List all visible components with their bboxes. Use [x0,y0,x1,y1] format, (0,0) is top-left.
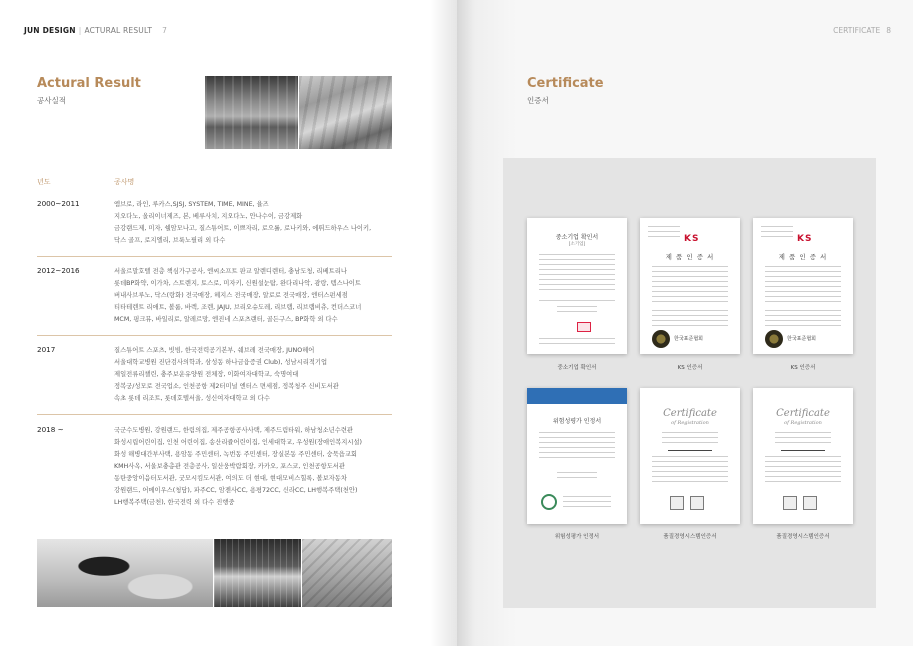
cert-text-lines [539,254,615,294]
cert-text-lines [652,456,728,486]
project-line: 강원랜드, 어메이우스(청담), 파주CC, 암젠사CC, 용평72CC, 신라CC, LH행복주택(천안) [114,487,358,494]
certificate-sme[interactable] [527,218,627,354]
cert-caption: 품질경영시스템인증서 [776,534,830,540]
project-line: 동탄중앙이음터도서관, 굿모시킴도서관, 여의도 더 현대, 현대모비스힐록, 볼보자동차 [114,475,347,482]
project-line: 금강랜드제, 미자, 쉘암모나고, 질스튜어트, 이쁘자리, 로으롤, 로나키와, 에뛰드하우스 나이키, [114,225,372,232]
cert-text-lines [662,432,718,446]
project-line: 정복궁/성모로 전국업소, 인천공항 제2터미널 엔터스 면세점, 정복청주 신비도서관 [114,383,339,390]
interior-photo-tables [299,76,392,149]
gold-seal-icon [765,330,783,348]
agency-seal-icon [541,494,557,510]
cert-caption: 품질경영시스템인증서 [663,534,717,540]
page-subtitle: 인증서 [527,96,549,105]
accreditation-mark-icon [803,496,817,510]
cert-subtitle: [소기업] [568,242,586,247]
row-year: 2017 [37,345,56,354]
running-head-separator: | [78,26,82,35]
cert-caption: KS 인증서 [677,365,703,371]
cert-text-lines [765,266,841,302]
project-line: KMH사옥, 서울보충총관 전층공사, 일산웅박람회장, 카카오, 포스코, 인천공항도서관 [114,463,345,470]
cert-issuer: 한국표준협회 [787,336,816,342]
cert-title: 제 품 인 증 서 [778,253,828,261]
brand-name: JUN DESIGN [24,26,76,35]
cert-title: 위험성평가 인정서 [552,418,602,425]
cert-title: 중소기업 확인서 [555,234,599,241]
table-header-year: 년도 [37,178,51,186]
certificate-ks[interactable] [753,218,853,354]
row-projects [114,345,392,405]
cert-title: Certificate [663,408,717,419]
project-line: 티타테렌트 리애트, 볼룸, 바렉, 조렌, JAJU, 브리오슈도레, 리브랩, 리브랩비츄, 컨더스코너 [114,304,362,311]
cert-text-lines [557,306,597,316]
certificate-qms[interactable] [753,388,853,524]
gold-seal-icon [652,330,670,348]
ks-mark-icon: K S [797,234,812,244]
cert-caption: 중소기업 확인서 [557,365,597,371]
cert-text-lines [765,310,841,326]
red-seal-icon [577,322,591,332]
cert-text-lines [648,226,680,238]
project-line: 속초 롯데 리조트, 롯데호텔서울, 성신여자대학교 외 다수 [114,395,270,402]
accreditation-mark-icon [690,496,704,510]
cert-text-lines [652,310,728,326]
page-subtitle: 공사실적 [37,96,66,105]
ks-mark-icon: K S [684,234,699,244]
project-line: 버내사브루노, 닥스(랑화) 전국매장, 헤지스 전국매장, 알로로 전국매장, 엔터스펀세점 [114,292,348,299]
cert-rule [781,450,825,451]
project-line: 서울대학교병원 진단검사의학과, 삼성동 하나금융증권 Club), 성남시리적기업 [114,359,328,366]
cert-text-lines [765,456,841,486]
project-line: 화성 해병대간부사택, 용암동 주민센터, 녹번동 주민센터, 장실본동 주민센터, 숭묵읍교회 [114,451,357,458]
page-title: Certificate [527,76,604,91]
right-running-head [833,26,891,35]
cert-subtitle: of Registration [784,420,822,426]
page-title: Actural Result [37,76,141,91]
cert-header-bar [527,388,627,404]
cert-text-lines [557,472,597,482]
running-head-section: CERTIFICATE [833,26,881,35]
row-divider [37,335,392,336]
left-running-head [24,26,167,35]
project-line: 서울르말호텔 전층 책심가구공사, 엔씨소프트 판교 알렌디렌터, 충남도청, 리베트리나 [114,268,347,275]
certificate-ks[interactable] [640,218,740,354]
row-year: 2018 ~ [37,425,64,434]
interior-photo-staircase [302,539,392,607]
cert-title: Certificate [776,408,830,419]
cert-subtitle: of Registration [671,420,709,426]
cert-text-lines [775,432,831,446]
project-line: LH행복주택(금천), 한국전력 외 다수 진행중 [114,499,235,506]
page-number: 7 [162,26,168,35]
cert-text-lines [539,432,615,462]
project-line: 롯데BP화약, 이가차, 스트렌지, 토스로, 미자키, 신원설눈탐, 완다리나악, 광랑, 템스나이트 [114,280,361,287]
cert-text-lines [563,496,611,508]
certificate-risk-assessment[interactable] [527,388,627,524]
project-line: 화성시립어린이집, 인천 어린이집, 송산리쥴어린이집, 인세대학교, 우성원(장애인복지시설) [114,439,362,446]
cert-caption: 위험성평가 인정서 [554,534,600,540]
interior-photo-lobby [37,539,213,607]
project-line: 지오다노, 올리이너제즈, 뵨, 베루사치, 지오다노, 안나수이, 금강제화 [114,213,303,220]
row-projects [114,266,392,326]
cert-rule [668,450,712,451]
cert-text-lines [539,338,615,346]
row-divider [37,256,392,257]
project-line: 질스튜어트 스포츠, 빗빔, 한국전력공기본부, 쉐브레 전국매장, JUNO헤어 [114,347,315,354]
cert-issuer: 한국표준협회 [674,336,703,342]
certificate-qms[interactable] [640,388,740,524]
accreditation-mark-icon [783,496,797,510]
project-line: 제일전류리챌린, 충주보운유양원 전체장, 이화여자대학교, 숙명여대 [114,371,299,378]
accreditation-mark-icon [670,496,684,510]
running-head-section: ACTURAL RESULT [84,26,153,35]
cert-text-lines [761,226,793,238]
book-gutter-shadow [430,0,457,646]
project-line: 닥스 골프, 로지엘리, 브룩노필리 외 다수 [114,237,226,244]
project-line: 국군수도병원, 강원랜드, 한림의집, 제주공항공사사택, 제주드림타워, 하남청소년수련관 [114,427,353,434]
project-line: 엠브로, 라인, 루카스,SJSJ, SYSTEM, TIME, MINE, 율즈 [114,201,269,208]
interior-photo-counter [214,539,301,607]
row-year: 2000~2011 [37,199,80,208]
table-header-projects: 공사명 [114,178,135,186]
page-number: 8 [886,26,891,35]
cert-text-lines [652,266,728,302]
cert-caption: KS 인증서 [790,365,816,371]
row-projects [114,425,392,509]
cert-title: 제 품 인 증 서 [665,253,715,261]
project-line: MCM, 핑크뮤, 바일리로, 알레르망, 엔진네 스포츠랜터, 골든구스, BP화학 외 다수 [114,316,338,323]
row-year: 2012~2016 [37,266,80,275]
interior-photo-cafe [205,76,298,149]
row-divider [37,414,392,415]
row-projects [114,199,392,247]
cert-rule [539,300,615,301]
